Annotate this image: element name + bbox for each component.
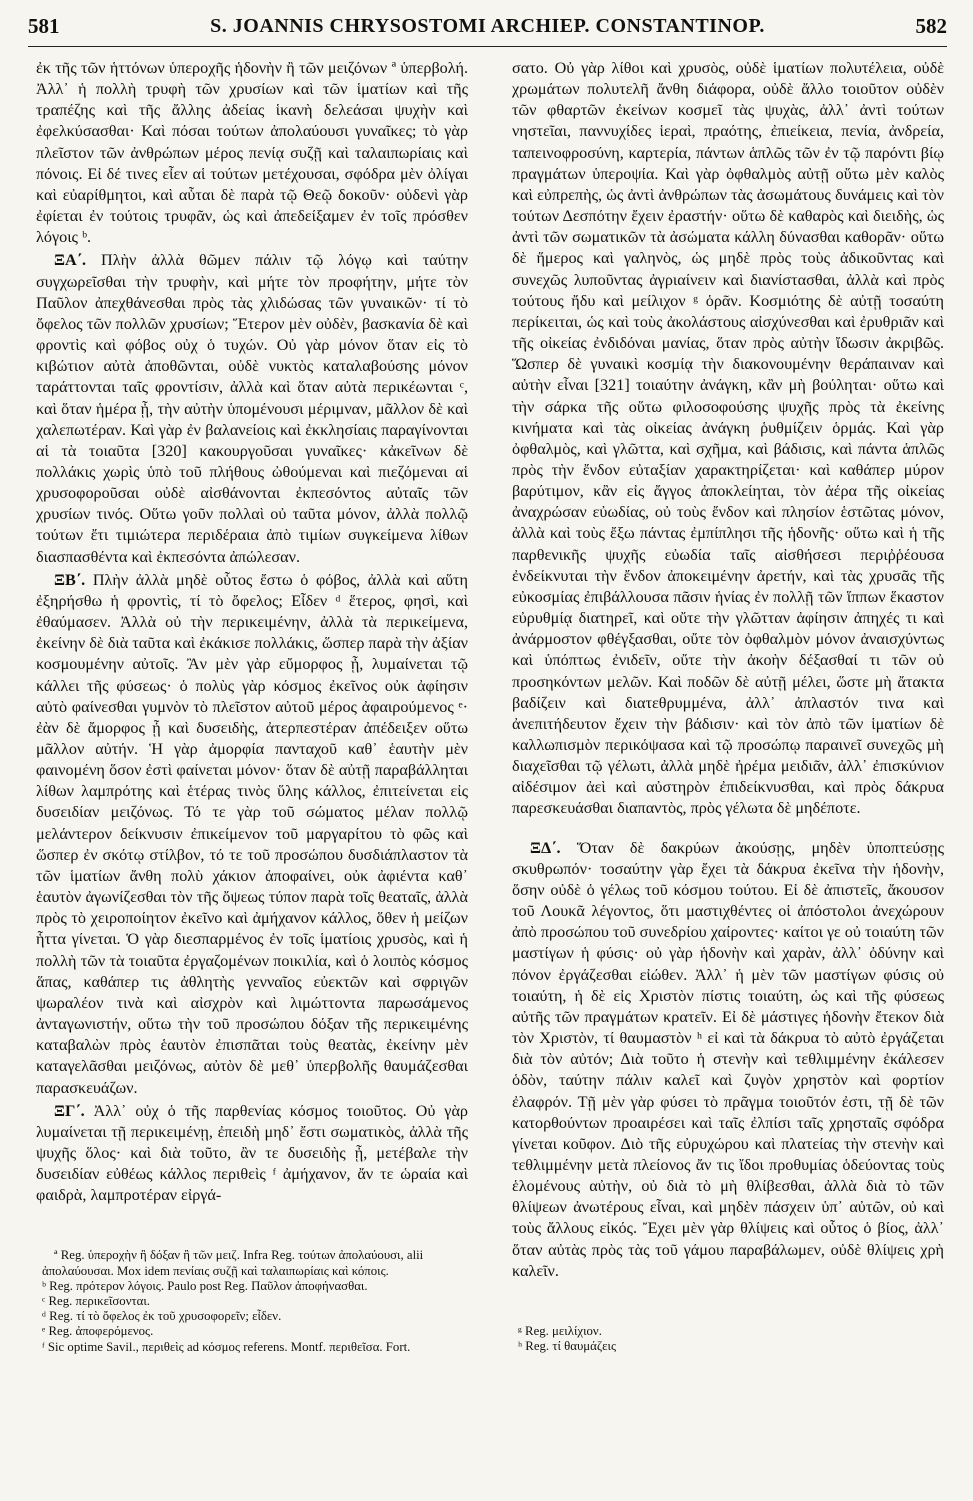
section-number: ΞΒ΄. <box>54 570 86 589</box>
right-column <box>512 58 944 1471</box>
section-text: Πλὴν ἀλλὰ μηδὲ οὗτος ἔστω ὁ φόβος, ἀλλὰ καὶ αὕτη ἐξηρήσθω ἡ φροντὶς, τί τὸ ὄφελος; Εἶδεν ᵈ ἕτερος, φησὶ, καὶ ἐθαύμασεν. Ἀλλὰ οὐ τὴν περικειμένην, ἀλλὰ τὰ περικείμενα, ἐκείνην δὲ διὰ ταῦτα καὶ ἐκάκισε πολλάκις, ὥσπερ παρὰ τὴν ἀξίαν κοσμουμένην αὐτοῖς. Ἂν μὲν γὰρ εὔμορφος ᾖ, λυμαίνεται τῷ κάλλει τῆς φύσεως· ὁ πολὺς γὰρ κόσμος ἐκεῖνος οὐκ ἀφίησιν αὐτὸ φαίνεσθαι γυμνὸν τὸ πλεῖστον αὐτοῦ μέρος ἀφαιρούμενος ᵉ· ἐὰν δὲ ἄμορφος ᾖ καὶ δυσειδὴς, ἀτερπεστέραν ἀπέδειξεν οὕτω μᾶλλον αὐτήν. Ἡ γὰρ ἀμορφία πανταχοῦ καθ᾽ ἑαυτὴν μὲν φαινομένη ὅσον ἐστὶ φαίνεται μόνον· ὅταν δὲ αὐτῇ παραβάλληται λίθων λαμπρότης καὶ ἑτέρας τινὸς ὕλης κάλλος, ἐπιτείνεται εἰς δυσειδίαν μειζόνως. Τό τε γὰρ τοῦ σώματος μέλαν πολλῷ μελάντερον δείκνυσιν ἐπικείμενον τοῦ μαργαρίτου τὸ φῶς καὶ ὥσπερ ἐν σκότῳ στίλβον, τό τε τοῦ προσώπου δυσδιάπλαστον τὰ τῶν ἱματίων ἄνθη πολὺ χάκιον ἀποφαίνει, οὐκ ἀφιέντα καθ᾽ ἑαυτὸν ἀγωνίζεσθαι τὸν τῆς ὄψεως τύπον παρὰ τοῖς θεαταῖς, ἀλλὰ πρὸς τὸ χειροποίητον ἐκεῖνο καὶ ἀμήχανον κάλλος, ὅθεν ἡ μείζων ἧττα γίνεται. Ὁ γὰρ διεσπαρμένος ἐν τοῖς ἱματίοις χρυσὸς, καὶ ἡ πολλὴ τῶν τὰ τοιαῦτα ἐργαζομένων ποικιλία, καὶ ὁ λοιπὸς κόσμος ἅπας, καθάπερ τις ἀθλητὴς γενναῖος εὐεκτῶν καὶ σφριγῶν ψωραλέον τινὰ καὶ αἰσχρὸν καὶ λιμώττοντα παρωσάμενος ἀνταγωνιστήν, οὕτω τὴν τοῦ προσώπου δόξαν τῆς περικειμένης καταβαλὼν πρὸς ἑαυτὸν ἐπισπᾶται τοὺς θεατὰς, ἐκείνην μὲν καταγελᾶσθαι μειζόνως, αὐτὸν δὲ μεθ᾽ ὑπερβολῆς θαυμάζεσθαι παρασκευάζων. <box>36 570 468 1097</box>
footnote: ᵈ Reg. τί τὸ ὄφελος ἐκ τοῦ χρυσοφορεῖν; εἶδεν. <box>42 1309 282 1324</box>
footnote: ᵍ Reg. μειλίχιον. <box>518 1323 602 1338</box>
section-number: ΞΔ΄. <box>530 838 561 857</box>
section-63 <box>36 1101 468 1207</box>
section-text: Ἀλλ᾽ οὐχ ὁ τῆς παρθενίας κόσμος τοιοῦτος. Οὐ γὰρ λυμαίνεται τῇ περικειμένῃ, ἐπειδὴ μηδ᾽ ἔστι σωματικὸς, ἀλλὰ τῆς ψυχῆς ὅλος· καὶ διὰ τοῦτο, ἂν τε δυσειδὴς ᾖ, μετέβαλε τὴν δυσειδίαν εὐθέως κάλλος περιθεὶς ᶠ ἀμήχανον, ἄν τε ὡραία καὶ φαιδρὰ, λαμπροτέραν εἰργά- <box>36 1101 468 1205</box>
paragraph-continuation: σατο. Οὐ γὰρ λίθοι καὶ χρυσὸς, οὐδὲ ἱματίων πολυτέλεια, οὐδὲ χρωμάτων πολυτελῆ ἄνθη διάφορα, οὐδὲ ἄλλο τοιοῦτον οὐδὲν τῶν φθαρτῶν ἐκείνων κοσμεῖ τὰς ψυχὰς, ἀλλ᾽ ἀντὶ τούτων νηστεῖαι, παννυχίδες ἱεραὶ, πραότης, ἐπιείκεια, πενία, ἀνδρεία, ταπεινοφροσύνη, καρτερία, πάντων ἁπλῶς τῶν ἐν τῷ παρόντι βίῳ πραγμάτων ὑπεροψία. Καὶ γὰρ ὀφθαλμὸς αὐτῇ οὕτω μὲν καλὸς καὶ εὐπρεπὴς, ὡς ἀντὶ ἀνθρώπων τὰς ἀσωμάτους δυνάμεις καὶ τὸν τούτων Δεσπότην ἔχειν ἐραστήν· οὕτω δὲ καθαρὸς καὶ διειδὴς, ὡς ἀντὶ τῶν σωματικῶν τὰ ἀσώματα κάλλη δύνασθαι καθορᾶν· οὕτω δὲ ἥμερος καὶ γαληνὸς, ὡς μηδὲ πρὸς τοὺς ἀδικοῦντας καὶ συνεχῶς λυποῦντας ἀγριαίνειν καὶ διανίστασθαι, ἀλλὰ καὶ πρὸς τούτους ἤδυ καὶ μείλιχον ᵍ ὁρᾶν. Κοσμιότης δὲ αὐτῇ τοσαύτη περίκειται, ὡς καὶ τοὺς ἀκολάστους αἰσχύνεσθαι καὶ ἐρυθριᾶν καὶ τῆς οἰκείας ἐνδιδόναι μανίας, ὅταν πρὸς αὐτὴν ἴδωσιν ἀκριβῶς. Ὥσπερ δὲ γυναικὶ κοσμίᾳ τὴν διακονουμένην θεράπαιναν καὶ αὐτὴν εἶναι [321] τοιαύτην ἀνάγκη, κἂν μὴ βούληται· οὕτω καὶ τὴν σάρκα τῆς οὕτω φιλοσοφούσης ψυχῆς πρὸς τὰ ἐκείνης κινήματα καὶ τὰς οἰκείας ἀνάγκη ῥυθμίζειν ὁρμάς. Καὶ γὰρ ὀφθαλμὸς, καὶ γλῶττα, καὶ σχῆμα, καὶ βάδισις, καὶ πάντα ἁπλῶς πρὸς τὴν ἔνδον εὐταξίαν χαρακτηρίζεται· καὶ καθάπερ μύρον βαρύτιμον, κἂν εἰς ἄγγος ἀποκλείηται, τὸν ἀέρα τῆς οἰκείας ἀναχρώσαν εὐωδίας, οὐ τοὺς ἔνδον καὶ πλησίον ἑστῶτας μόνον, ἀλλὰ καὶ τοὺς ἔξω πάντας ἐμπίπλησι τῆς ἡδονῆς· οὕτω καὶ ἡ τῆς παρθενικῆς ψυχῆς εὐωδία ταῖς αἰσθήσεσι περιῤῥέουσα ἐνδείκνυται τὴν ἔνδον ἀποκειμένην ἀρετήν, καὶ τὰς χρυσᾶς τῆς εὐκοσμίας ἐπιβάλλουσα πᾶσιν ἡνίας ἐν πολλῇ τῶν ἵππων ἕκαστον εὐρυθμίᾳ διατηρεῖ, καὶ οὔτε τὴν γλῶτταν ἀφίησιν ἀπηχές τι καὶ ἀνάρμοστον φθέγξασθαι, οὔτε τὸν ὀφθαλμὸν μόνον ἀναισχύντως καὶ ὑπόπτως ἐνιδεῖν, οὔτε τὴν ἀκοὴν δέξασθαί τι τῶν οὐ προσηκόντων μελῶν. Καὶ ποδῶν δὲ αὐτῇ μέλει, ὥστε μὴ ἄτακτα βαδίζειν καὶ διατεθρυμμένα, ἀλλ᾽ ἀπλαστόν τινα καὶ ἀνεπιτήδευτον ἔχειν τὴν βάδισιν· καὶ τὸν ἀπὸ τῶν ἱματίων δὲ καλλωπισμὸν περικόψασα καὶ τῷ προσώπῳ παραινεῖ συνεχῶς μὴ διαχεῖσθαι τῷ γέλωτι, ἀλλὰ μηδὲ ἠρέμα μειδιᾶν, ἀλλ᾽ ἐπισκύνιον αἰδέσιμον ἀεὶ καὶ αὐστηρὸν ἐπιδείκνυσθαι, καὶ πρὸς δάκρυα παρεσκευάσθαι διαπαντὸς, πρὸς γέλωτα δὲ μηδέποτε. <box>512 59 944 818</box>
section-text: Πλὴν ἀλλὰ θῶμεν πάλιν τῷ λόγῳ καὶ ταύτην συγχωρεῖσθαι τὴν τρυφὴν, καὶ μήτε τὸν προφήτην, μήτε τὸν Παῦλον ἀπεχθάνεσθαι πρὸς τὰς χλιδώσας τῶν γυναικῶν· τί τὸ ὄφελος τῶν πολλῶν χρυσίων; Ἕτερον μὲν οὐδὲν, βασκανία δὲ καὶ φροντὶς καὶ φόβος οὐχ ὁ τυχών. Οὐ γὰρ μόνον ὅταν εἰς τὸ κιβώτιον αὐτὰ ἀποθῶνται, οὐδὲ νυκτὸς καταλαβούσης μόνον ταράττονται ταῖς φροντίσιν, ἀλλὰ καὶ ὅταν αὐτὰ περικέωνται ᶜ, καὶ ὅταν ἡμέρα ᾖ, τὴν αὐτὴν ὑπομένουσι μέριμναν, μᾶλλον δὲ καὶ χαλεπωτέραν. Καὶ γὰρ ἐν βαλανείοις καὶ ἐκκλησίαις παραγίνονται αἱ τὰ τοιαῦτα [320] κακουργοῦσαι γυναῖκες· κἀκεῖνων δὲ πολλάκις χωρὶς ὑπὸ τοῦ πλήθους ὠθούμεναι καὶ πιεζόμεναι αἱ χρυσοφοροῦσαι οὐδὲ αἰσθάνονται ἐκπεσόντος αὐταῖς τῶν χρυσίων τινός. Οὕτω γοῦν πολλαὶ οὐ ταῦτα μόνον, ἀλλὰ πολλῷ τούτων ἔτι τιμιώτερα περιδέραια ἀπὸ τιμίων συγκείμενα λίθων διασπασθέντα καὶ ἐκπεσόντα ἀπώλεσαν. <box>36 251 468 566</box>
footnotes-left <box>36 1248 468 1354</box>
footnote: ᵇ Reg. πρότερον λόγοις. Paulo post Reg. Παῦλον ἀποφήνασθαι. <box>42 1278 368 1293</box>
right-page-number: 582 <box>915 13 947 38</box>
page-header <box>28 6 947 47</box>
section-text: Ὅταν δὲ δακρύων ἀκούσῃς, μηδὲν ὑποπτεύσῃς σκυθρωπόν· τοσαύτην γὰρ ἔχει τὰ δάκρυα ἐκεῖνα τὴν ἡδονὴν, ὅσην οὐδὲ ὁ γέλως τοῦ κόσμου τούτου. Εἰ δὲ ἀπιστεῖς, ἄκουσον τοῦ Λουκᾶ λέγοντος, ὅτι μαστιχθέντες οἱ ἀπόστολοι ἀνεχώρουν ἀπὸ προσώπου τοῦ συνεδρίου χαίροντες· καίτοι γε οὐ τοιαύτη τῶν μαστίγων ἡ φύσις· οὐ γὰρ ἡδονὴν καὶ χαρὰν, ἀλλ᾽ ὀδύνην καὶ πόνον ἐργάζεσθαι εἰώθεν. Ἀλλ᾽ ἡ μὲν τῶν μαστίγων φύσις οὐ τοιαύτη, ἡ δὲ εἰς Χριστὸν πίστις τοιαύτη, ὡς καὶ τῆς φύσεως αὐτῆς τῶν πραγμάτων κρατεῖν. Εἰ δὲ μάστιγες ἡδονὴν ἔτεκον διὰ τὸν Χριστὸν, τί θαυμαστὸν ʰ εἰ καὶ τὰ δάκρυα τὸ αὐτὸ ἐργάζεται διὰ τὸν αὐτόν; Διὰ τοῦτο ἡ στενὴν καὶ τεθλιμμένην ἐκάλεσεν ὁδὸν, ταύτην πάλιν καλεῖ καὶ ζυγὸν χρηστὸν καὶ φορτίον ἐλαφρόν. Τῇ μὲν γὰρ φύσει τὸ πρᾶγμα τοιοῦτόν ἐστι, τῇ δὲ τῶν κατορθούντων προαιρέσει καὶ ταῖς ἐλπίσι ταῖς χρησταῖς σφόδρα γίνεται κοῦφον. Διὸ τῆς εὐρυχώρου καὶ πλατείας τὴν στενὴν καὶ τεθλιμμένην μετὰ πλείονος ἄν τις ἴδοι προθυμίας ὁδεύοντας τοὺς ἑλομένους αὐτὴν, οὐ διὰ τὸ μὴ θλίβεσθαι, ἀλλὰ διὰ τὸ τῶν θλίψεων ἀνωτέρους εἶναι, καὶ μηδὲν πάσχειν ὑπ᾽ αὐτῶν, οὐ καὶ τοὺς ἄλλους εἰκός. Ἔχει μὲν γὰρ θλίψεις καὶ οὗτος ὁ βίος, ἀλλ᾽ ὅταν αὐτὰς πρὸς τὰς τοῦ γάμου παραβάλωμεν, οὐδὲ θλίψεις χρὴ καλεῖν. <box>512 838 944 1280</box>
section-61 <box>36 250 468 567</box>
section-number: ΞΑ΄. <box>54 251 87 270</box>
footnotes-right <box>512 1324 944 1354</box>
paragraph-continuation: ἐκ τῆς τῶν ἡττόνων ὑπεροχῆς ἡδονὴν ἢ τῶν μειζόνων ª ὑπερβολή. Ἀλλ᾽ ἡ πολλὴ τρυφὴ τῶν χρυσίων καὶ τῶν ἱματίων καὶ τῆς τραπέζης καὶ τῆς ἄλλης ἀδείας ἱκανὴ δελεάσαι ψυχὴν καὶ ἐφελκύσασθαι· Καὶ πόσαι τούτων ἀπολαύουσι γυναῖκες; τὸ γὰρ πλεῖστον τῶν ἀνθρώπων μέρος πενίᾳ συζῇ καὶ ταλαιπωρίαις καὶ πόνοις. Εἰ δέ τινες εἶεν αἱ τούτων μετέχουσαι, σφόδρα μὲν ὀλίγαι καὶ εὐαρίθμητοι, καὶ αὗται δὲ παρὰ τῷ Θεῷ δοκοῦν· οὐδενὶ γὰρ ἐφίεται ἐν τούτοις τρυφᾶν, ὡς καὶ ἀπεδείξαμεν ἐν τοῖς πρόσθεν λόγοις ᵇ. <box>36 59 468 247</box>
running-title: S. JOANNIS CHRYSOSTOMI ARCHIEP. CONSTANTINOP. <box>210 14 765 37</box>
section-64 <box>512 838 944 1282</box>
section-62 <box>36 570 468 1099</box>
section-number: ΞΓ΄. <box>54 1101 85 1120</box>
left-column <box>36 58 468 1471</box>
footnote: ʰ Reg. τί θαυμάζεις <box>518 1339 617 1354</box>
footnote: ᶜ Reg. περικεῖσονται. <box>42 1294 150 1309</box>
footnote: ª Reg. ὑπεροχὴν ἢ δόξαν ἢ τῶν μειζ. Infra Reg. τούτων ἀπολαύουσι, alii ἀπολαύουσαι. Mox idem πενίαις συζῇ καὶ ταλαιπωρίαις καὶ κόποις. <box>42 1248 424 1278</box>
footnote: ᶠ Sic optime Savil., περιθεὶς ad κόσμος referens. Montf. περιθεῖσα. Fort. <box>42 1339 411 1354</box>
left-page-number: 581 <box>28 13 60 38</box>
footnote: ᵉ Reg. ἀποφερόμενος. <box>42 1324 154 1339</box>
